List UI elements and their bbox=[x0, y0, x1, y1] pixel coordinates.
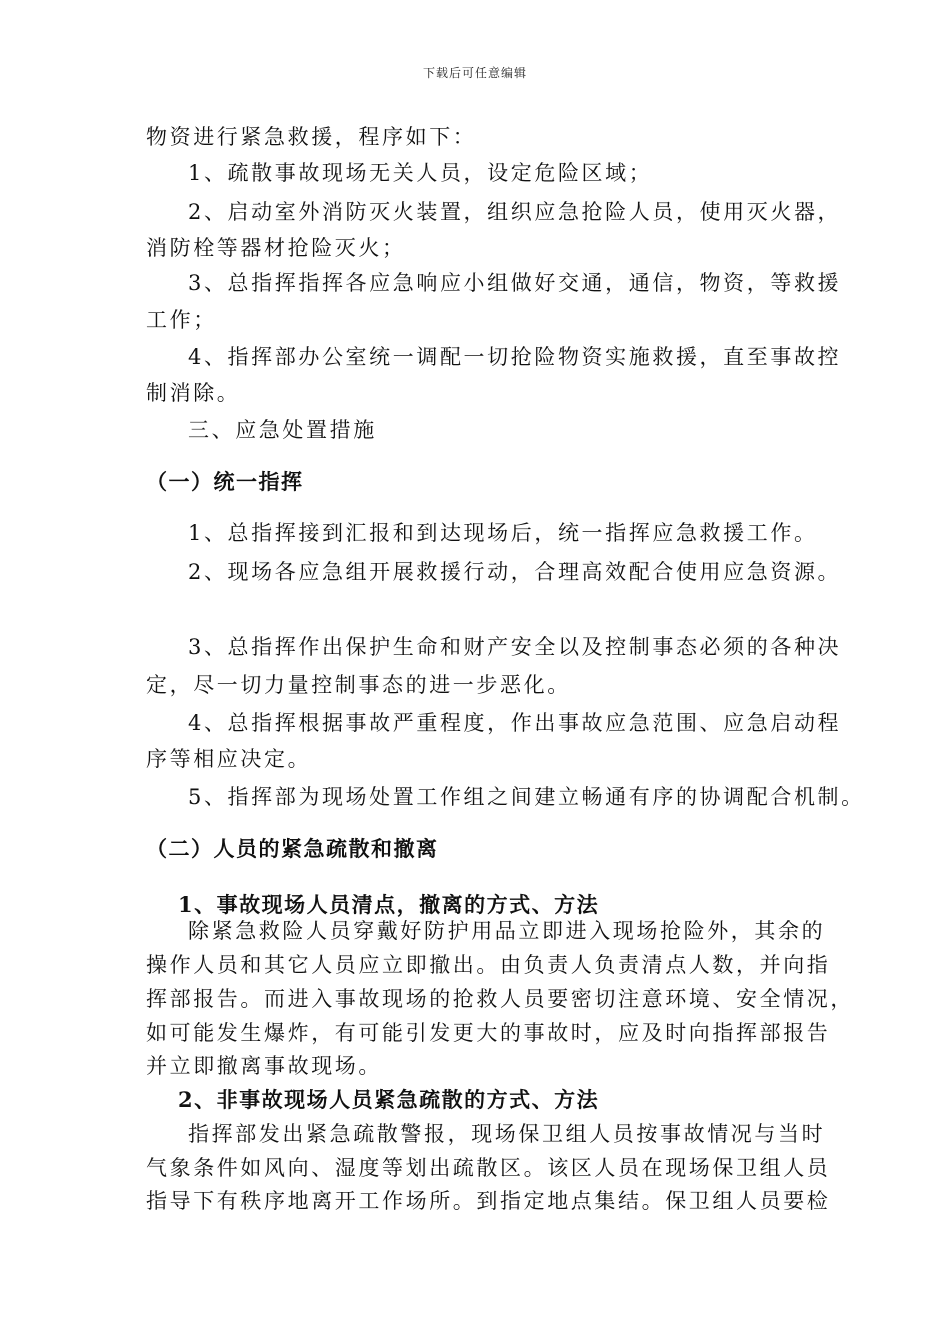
subsection-heading: （一）统一指挥 bbox=[146, 469, 304, 494]
list-item-2: 2、启动室外消防灭火装置，组织应急抢险人员，使用灭火器， bbox=[188, 200, 842, 224]
paragraph-line: 物资进行紧急救援，程序如下： bbox=[146, 125, 477, 149]
paragraph-line: 并立即撤离事故现场。 bbox=[146, 1054, 382, 1078]
list-item-1: 1、疏散事故现场无关人员，设定危险区域； bbox=[188, 161, 653, 185]
page-header: 下载后可任意编辑 bbox=[422, 66, 527, 80]
paragraph-line: 消防栓等器材抢险灭火； bbox=[146, 236, 406, 260]
paragraph-line: 挥部报告。而进入事故现场的抢救人员要密切注意环境、安全情况， bbox=[146, 987, 854, 1011]
subsection-heading: （二）人员的紧急疏散和撤离 bbox=[146, 836, 439, 861]
list-item-5: 5、指挥部为现场处置工作组之间建立畅通有序的协调配合机制。 bbox=[188, 785, 865, 809]
list-item-3: 3、总指挥作出保护生命和财产安全以及控制事态必须的各种决 bbox=[188, 635, 842, 659]
paragraph-line: 除紧急救险人员穿戴好防护用品立即进入现场抢险外，其余的 bbox=[188, 919, 826, 943]
section-heading: 三、应急处置措施 bbox=[188, 418, 377, 442]
list-item-2: 2、现场各应急组开展救援行动，合理高效配合使用应急资源。 bbox=[188, 560, 842, 584]
list-item-4: 4、指挥部办公室统一调配一切抢险物资实施救援，直至事故控 bbox=[188, 345, 842, 369]
paragraph-line: 气象条件如风向、湿度等划出疏散区。该区人员在现场保卫组人员 bbox=[146, 1156, 831, 1180]
paragraph-line: 指挥部发出紧急疏散警报，现场保卫组人员按事故情况与当时 bbox=[188, 1122, 826, 1146]
paragraph-line: 制消除。 bbox=[146, 381, 241, 405]
list-item-4: 4、总指挥根据事故严重程度，作出事故应急范围、应急启动程 bbox=[188, 711, 842, 735]
paragraph-line: 序等相应决定。 bbox=[146, 747, 312, 771]
paragraph-line: 指导下有秩序地离开工作场所。到指定地点集结。保卫组人员要检 bbox=[146, 1189, 831, 1213]
list-item-1: 1、总指挥接到汇报和到达现场后，统一指挥应急救援工作。 bbox=[188, 521, 818, 545]
paragraph-line: 工作； bbox=[146, 308, 217, 332]
paragraph-line: 如可能发生爆炸，有可能引发更大的事故时，应及时向指挥部报告 bbox=[146, 1021, 831, 1045]
paragraph-line: 操作人员和其它人员应立即撤出。由负责人负责清点人数，并向指 bbox=[146, 953, 831, 977]
paragraph-line: 定，尽一切力量控制事态的进一步恶化。 bbox=[146, 673, 571, 697]
list-item-3: 3、总指挥指挥各应急响应小组做好交通，通信，物资，等救援 bbox=[188, 271, 842, 295]
item-heading: 1、事故现场人员清点，撤离的方式、方法 bbox=[178, 892, 600, 917]
item-heading: 2、非事故现场人员紧急疏散的方式、方法 bbox=[178, 1087, 600, 1112]
